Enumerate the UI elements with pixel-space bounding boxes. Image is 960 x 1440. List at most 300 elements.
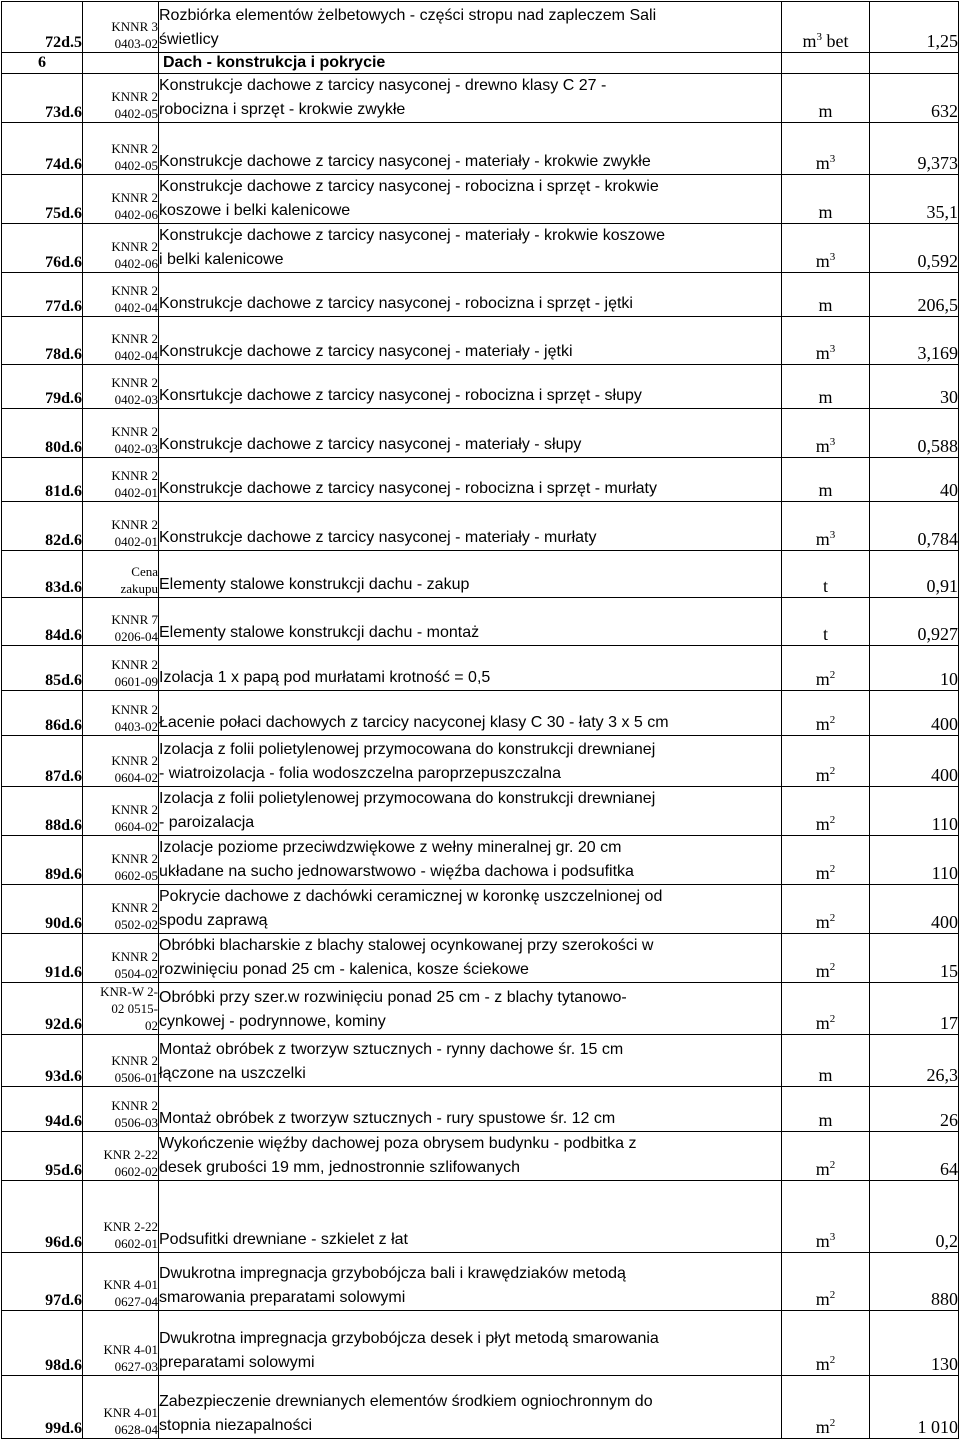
item-description: [159, 691, 782, 736]
description-line: Montaż obróbek z tworzyw sztucznych - rynny dachowe śr. 15 cm: [159, 1041, 624, 1058]
table-row: [2, 598, 959, 646]
item-description: [159, 787, 782, 836]
unit-of-measure: [782, 1035, 870, 1087]
unit-symbol: m: [818, 387, 833, 407]
item-number: 94d.6: [2, 1087, 83, 1132]
pricing-basis-line: KNR 4-01: [103, 1342, 158, 1357]
table-row: [2, 2, 959, 53]
item-number: 93d.6: [2, 1035, 83, 1087]
pricing-basis-line: 0602-02: [114, 1164, 158, 1179]
quantity: 26,3: [870, 1035, 959, 1087]
item-description: [159, 983, 782, 1035]
item-description: [159, 1311, 782, 1376]
pricing-basis-line: 0402-01: [114, 534, 158, 549]
table-row: [2, 983, 959, 1035]
unit-of-measure: [782, 2, 870, 53]
quantity: 632: [870, 74, 959, 123]
item-number: 82d.6: [2, 502, 83, 551]
quantity: 10: [870, 646, 959, 691]
item-description: [159, 934, 782, 983]
item-number: 77d.6: [2, 273, 83, 317]
item-description: [159, 175, 782, 224]
table-row: [2, 317, 959, 365]
item-description: [159, 224, 782, 273]
table-row: [2, 1311, 959, 1376]
pricing-basis: [83, 175, 159, 224]
table-row: [2, 1132, 959, 1181]
table-row: [2, 365, 959, 409]
description-line: Konstrukcje dachowe z tarcicy nasyconej - robocizna i sprzęt - krokwie: [159, 178, 659, 195]
description-line: Izolacja 1 x papą pod murłatami krotność = 0,5: [159, 669, 491, 686]
table-row: [2, 736, 959, 787]
table-row: [2, 458, 959, 502]
unit-exponent: 3: [829, 436, 836, 448]
table-row: [2, 1376, 959, 1439]
pricing-basis-line: KNNR 2: [111, 468, 158, 483]
pricing-basis-line: 0504-02: [114, 966, 158, 981]
description-line: Dwukrotna impregnacja grzybobójcza desek i płyt metodą smarowania: [159, 1330, 659, 1347]
unit-of-measure: [782, 551, 870, 598]
pricing-basis-line: KNNR 3: [111, 19, 158, 34]
unit-symbol: m: [818, 202, 833, 222]
pricing-basis-line: 0602-05: [114, 868, 158, 883]
quantity: 1,25: [870, 2, 959, 53]
description-line: Konstrukcje dachowe z tarcicy nasyconej - materiały - jętki: [159, 343, 573, 360]
pricing-basis: [83, 646, 159, 691]
unit-symbol: m: [815, 912, 830, 932]
unit-of-measure: [782, 502, 870, 551]
description-line: Konstrukcje dachowe z tarcicy nasyconej - materiały - krokwie koszowe: [159, 227, 665, 244]
quantity: 400: [870, 885, 959, 934]
item-number: 81d.6: [2, 458, 83, 502]
pricing-basis: [83, 885, 159, 934]
unit-exponent: 2: [829, 1354, 836, 1366]
unit-exponent: 3: [829, 1231, 836, 1243]
quantity: 3,169: [870, 317, 959, 365]
unit-of-measure: [782, 646, 870, 691]
unit-exponent: 2: [829, 714, 836, 726]
unit-of-measure: [782, 273, 870, 317]
description-line: - paroizalacja: [159, 814, 255, 831]
item-description: [159, 123, 782, 175]
item-description: [159, 409, 782, 458]
pricing-basis: [83, 224, 159, 273]
description-line: Izolacja z folii polietylenowej przymocowana do konstrukcji drewnianej: [159, 741, 656, 758]
unit-symbol: m: [815, 765, 830, 785]
quantity: 0,927: [870, 598, 959, 646]
unit-of-measure: [782, 1376, 870, 1439]
pricing-basis-line: KNNR 2: [111, 702, 158, 717]
quantity: 1 010: [870, 1376, 959, 1439]
pricing-basis-line: 0402-03: [114, 441, 158, 456]
pricing-basis-line: 0506-03: [114, 1115, 158, 1130]
table-row: [2, 502, 959, 551]
pricing-basis: [83, 836, 159, 885]
quantity: 110: [870, 787, 959, 836]
pricing-basis-line: KNNR 2: [111, 424, 158, 439]
pricing-basis-line: 0502-02: [114, 917, 158, 932]
quantity: 26: [870, 1087, 959, 1132]
pricing-basis-line: KNNR 2: [111, 900, 158, 915]
description-line: Zabezpieczenie drewnianych elementów środkiem ogniochronnym do: [159, 1393, 653, 1410]
unit-of-measure: [782, 224, 870, 273]
quantity: 206,5: [870, 273, 959, 317]
pricing-basis-line: KNNR 2: [111, 141, 158, 156]
pricing-basis: [83, 983, 159, 1035]
pricing-basis-line: KNNR 2: [111, 517, 158, 532]
pricing-basis-line: 02 0515-: [111, 1001, 158, 1016]
unit-of-measure: [782, 836, 870, 885]
pricing-basis: [83, 409, 159, 458]
pricing-basis-line: KNNR 7: [111, 612, 158, 627]
pricing-basis-line: KNNR 2: [111, 239, 158, 254]
description-line: układane na sucho jednowarstwowo - więźba dachowa i podsufitka: [159, 863, 634, 880]
unit-of-measure: [782, 1087, 870, 1132]
unit-symbol: m: [815, 436, 830, 456]
pricing-basis: [83, 551, 159, 598]
item-number: 87d.6: [2, 736, 83, 787]
pricing-basis-line: 0206-04: [114, 629, 158, 644]
pricing-basis-line: KNNR 2: [111, 1053, 158, 1068]
pricing-basis-line: KNNR 2: [111, 1098, 158, 1113]
description-line: Elementy stalowe konstrukcji dachu - zakup: [159, 576, 470, 593]
unit-of-measure: [782, 691, 870, 736]
pricing-basis: [83, 1253, 159, 1311]
unit-of-measure: [782, 175, 870, 224]
unit-of-measure: [782, 365, 870, 409]
unit-exponent: 3: [829, 251, 836, 263]
pricing-basis: [83, 787, 159, 836]
unit-exponent: 3: [829, 153, 836, 165]
description-line: stopnia niezapalności: [159, 1417, 312, 1434]
section-basis-empty: [83, 53, 159, 74]
unit-of-measure: [782, 1181, 870, 1253]
quantity: 64: [870, 1132, 959, 1181]
pricing-basis: [83, 365, 159, 409]
description-line: łączone na uszczelki: [159, 1065, 306, 1082]
pricing-basis-line: 0402-05: [114, 158, 158, 173]
description-line: Podsufitki drewniane - szkielet z łat: [159, 1231, 408, 1248]
description-line: - wiatroizolacja - folia wodoszczelna paroprzepuszczalna: [159, 765, 561, 782]
description-line: świetlicy: [159, 31, 219, 48]
unit-of-measure: [782, 736, 870, 787]
description-line: Obróbki przy szer.w rozwinięciu ponad 25 cm - z blachy tytanowo-: [159, 989, 627, 1006]
table-row: [2, 123, 959, 175]
pricing-basis-line: KNR 4-01: [103, 1277, 158, 1292]
pricing-basis-line: 0602-01: [114, 1236, 158, 1251]
description-line: Łacenie połaci dachowych z tarcicy nacyconej klasy C 30 - łaty 3 x 5 cm: [159, 714, 669, 731]
description-line: Pokrycie dachowe z dachówki ceramicznej w koronkę uszczelnionej od: [159, 888, 663, 905]
description-line: smarowania preparatami solowymi: [159, 1289, 406, 1306]
unit-of-measure: [782, 317, 870, 365]
unit-exponent: 2: [829, 814, 836, 826]
table-row: [2, 551, 959, 598]
quantity: 0,784: [870, 502, 959, 551]
item-description: [159, 551, 782, 598]
table-row: [2, 1087, 959, 1132]
item-number: 75d.6: [2, 175, 83, 224]
unit-symbol: m: [815, 529, 830, 549]
section-number: 6: [2, 53, 83, 74]
cost-estimate-body: [2, 2, 959, 1439]
unit-of-measure: [782, 409, 870, 458]
pricing-basis: [83, 458, 159, 502]
unit-exponent: 2: [829, 765, 836, 777]
item-number: 83d.6: [2, 551, 83, 598]
unit-symbol: m: [815, 814, 830, 834]
item-description: [159, 74, 782, 123]
item-description: [159, 736, 782, 787]
unit-of-measure: [782, 1132, 870, 1181]
unit-symbol: m: [818, 101, 833, 121]
table-row: [2, 646, 959, 691]
unit-symbol: m: [815, 1417, 830, 1437]
description-line: Konstrukcje dachowe z tarcicy nasyconej - materiały - krokwie zwykłe: [159, 153, 651, 170]
pricing-basis-line: 0402-04: [114, 300, 158, 315]
pricing-basis: [83, 1376, 159, 1439]
pricing-basis-line: 0604-02: [114, 819, 158, 834]
pricing-basis: [83, 736, 159, 787]
section-header-row: [2, 53, 959, 74]
description-line: Obróbki blacharskie z blachy stalowej ocynkowanej przy szerokości w: [159, 937, 654, 954]
item-description: [159, 598, 782, 646]
item-description: [159, 646, 782, 691]
pricing-basis-line: KNNR 2: [111, 657, 158, 672]
unit-symbol: m: [815, 961, 830, 981]
unit-symbol: m: [815, 1354, 830, 1374]
pricing-basis-line: KNNR 2: [111, 283, 158, 298]
quantity: 0,2: [870, 1181, 959, 1253]
description-line: Izolacje poziome przeciwdzwiękowe z wełny mineralnej gr. 20 cm: [159, 839, 622, 856]
pricing-basis-line: 0402-06: [114, 207, 158, 222]
quantity: 0,91: [870, 551, 959, 598]
description-line: i belki kalenicowe: [159, 251, 284, 268]
pricing-basis-line: 0402-04: [114, 348, 158, 363]
unit-symbol: m: [815, 1013, 830, 1033]
pricing-basis-line: KNNR 2: [111, 949, 158, 964]
section-unit-empty: [782, 53, 870, 74]
item-description: [159, 1376, 782, 1439]
quantity: 0,588: [870, 409, 959, 458]
quantity: 35,1: [870, 175, 959, 224]
item-number: 80d.6: [2, 409, 83, 458]
table-row: [2, 691, 959, 736]
description-line: Dwukrotna impregnacja grzybobójcza bali i krawędziaków metodą: [159, 1265, 626, 1282]
unit-exponent: 2: [829, 912, 836, 924]
item-description: [159, 1035, 782, 1087]
unit-exponent: 2: [829, 1013, 836, 1025]
table-row: [2, 175, 959, 224]
unit-symbol: m: [815, 863, 830, 883]
item-description: [159, 885, 782, 934]
item-description: [159, 1132, 782, 1181]
table-row: [2, 409, 959, 458]
pricing-basis: [83, 502, 159, 551]
unit-exponent: 3: [829, 529, 836, 541]
item-number: 85d.6: [2, 646, 83, 691]
pricing-basis-line: 0402-01: [114, 485, 158, 500]
section-qty-empty: [870, 53, 959, 74]
quantity: 9,373: [870, 123, 959, 175]
item-number: 89d.6: [2, 836, 83, 885]
pricing-basis-line: 0627-04: [114, 1294, 158, 1309]
pricing-basis-line: KNNR 2: [111, 89, 158, 104]
item-number: 92d.6: [2, 983, 83, 1035]
cost-estimate-table: [1, 1, 959, 1439]
item-number: 98d.6: [2, 1311, 83, 1376]
unit-symbol: m: [815, 669, 830, 689]
item-number: 73d.6: [2, 74, 83, 123]
item-number: 90d.6: [2, 885, 83, 934]
description-line: desek grubości 19 mm, jednostronnie szlifowanych: [159, 1159, 521, 1176]
item-number: 72d.5: [2, 2, 83, 53]
pricing-basis-line: KNNR 2: [111, 851, 158, 866]
pricing-basis-line: KNR 2-22: [103, 1219, 158, 1234]
unit-suffix: bet: [822, 31, 849, 51]
pricing-basis-line: 02: [145, 1018, 158, 1033]
pricing-basis-line: KNR-W 2-: [100, 984, 158, 999]
pricing-basis: [83, 74, 159, 123]
unit-symbol: m: [815, 343, 830, 363]
unit-of-measure: [782, 458, 870, 502]
unit-symbol: m: [818, 1065, 833, 1085]
table-row: [2, 1035, 959, 1087]
pricing-basis: [83, 1181, 159, 1253]
description-line: Konstrukcje dachowe z tarcicy nasyconej - materiały - słupy: [159, 436, 582, 453]
pricing-basis-line: KNNR 2: [111, 753, 158, 768]
unit-exponent: 3: [829, 343, 836, 355]
table-row: [2, 1253, 959, 1311]
table-row: [2, 934, 959, 983]
table-row: [2, 885, 959, 934]
description-line: Konstrukcje dachowe z tarcicy nasyconej - robocizna i sprzęt - murłaty: [159, 480, 657, 497]
pricing-basis-line: 0601-09: [114, 674, 158, 689]
unit-exponent: 2: [829, 669, 836, 681]
unit-symbol: m: [818, 480, 833, 500]
pricing-basis: [83, 273, 159, 317]
item-description: [159, 458, 782, 502]
pricing-basis-line: KNR 2-22: [103, 1147, 158, 1162]
unit-of-measure: [782, 74, 870, 123]
item-number: 96d.6: [2, 1181, 83, 1253]
pricing-basis-line: 0402-06: [114, 256, 158, 271]
table-row: [2, 787, 959, 836]
item-description: [159, 2, 782, 53]
unit-of-measure: [782, 1253, 870, 1311]
unit-symbol: t: [822, 624, 828, 644]
item-description: [159, 317, 782, 365]
unit-symbol: m: [802, 31, 817, 51]
table-row: [2, 1181, 959, 1253]
item-number: 95d.6: [2, 1132, 83, 1181]
unit-of-measure: [782, 1311, 870, 1376]
unit-of-measure: [782, 983, 870, 1035]
unit-symbol: m: [815, 153, 830, 173]
quantity: 17: [870, 983, 959, 1035]
pricing-basis-line: 0604-02: [114, 770, 158, 785]
quantity: 30: [870, 365, 959, 409]
unit-symbol: m: [818, 295, 833, 315]
unit-symbol: m: [815, 251, 830, 271]
unit-symbol: m: [815, 1231, 830, 1251]
description-line: Konsrtukcje dachowe z tarcicy nasyconej - robocizna i sprzęt - słupy: [159, 387, 642, 404]
item-description: [159, 1253, 782, 1311]
description-line: cynkowej - podrynnowe, kominy: [159, 1013, 386, 1030]
pricing-basis-line: 0402-03: [114, 392, 158, 407]
description-line: Rozbiórka elementów żelbetowych - części stropu nad zapleczem Sali: [159, 7, 657, 24]
description-line: Konstrukcje dachowe z tarcicy nasyconej - materiały - murłaty: [159, 529, 597, 546]
pricing-basis: [83, 1311, 159, 1376]
description-line: Wykończenie więźby dachowej poza obrysem budynku - podbitka z: [159, 1135, 637, 1152]
pricing-basis: [83, 317, 159, 365]
quantity: 400: [870, 691, 959, 736]
unit-of-measure: [782, 787, 870, 836]
description-line: Montaż obróbek z tworzyw sztucznych - rury spustowe śr. 12 cm: [159, 1110, 616, 1127]
quantity: 15: [870, 934, 959, 983]
pricing-basis: [83, 691, 159, 736]
pricing-basis: [83, 2, 159, 53]
item-number: 99d.6: [2, 1376, 83, 1439]
item-description: [159, 836, 782, 885]
quantity: 0,592: [870, 224, 959, 273]
unit-exponent: 2: [829, 961, 836, 973]
table-row: [2, 74, 959, 123]
unit-exponent: 3: [816, 31, 822, 43]
description-line: rozwinięciu ponad 25 cm - kalenica, kosze ściekowe: [159, 961, 529, 978]
unit-exponent: 2: [829, 1289, 836, 1301]
unit-symbol: m: [815, 1289, 830, 1309]
description-line: robocizna i sprzęt - krokwie zwykłe: [159, 101, 406, 118]
quantity: 40: [870, 458, 959, 502]
item-number: 84d.6: [2, 598, 83, 646]
table-row: [2, 836, 959, 885]
pricing-basis-line: 0403-02: [114, 36, 158, 51]
unit-symbol: t: [822, 576, 828, 596]
unit-of-measure: [782, 123, 870, 175]
pricing-basis-line: KNNR 2: [111, 802, 158, 817]
item-description: [159, 502, 782, 551]
unit-of-measure: [782, 885, 870, 934]
unit-of-measure: [782, 598, 870, 646]
pricing-basis: [83, 1132, 159, 1181]
quantity: 110: [870, 836, 959, 885]
unit-symbol: m: [815, 1159, 830, 1179]
item-description: [159, 273, 782, 317]
pricing-basis-line: 0628-04: [114, 1422, 158, 1437]
description-line: Izolacja z folii polietylenowej przymocowana do konstrukcji drewnianej: [159, 790, 656, 807]
description-line: Elementy stalowe konstrukcji dachu - montaż: [159, 624, 480, 641]
quantity: 400: [870, 736, 959, 787]
unit-exponent: 2: [829, 1159, 836, 1171]
unit-exponent: 2: [829, 863, 836, 875]
pricing-basis-line: KNR 4-01: [103, 1405, 158, 1420]
pricing-basis: [83, 598, 159, 646]
table-row: [2, 224, 959, 273]
pricing-basis-line: 0402-05: [114, 106, 158, 121]
pricing-basis: [83, 934, 159, 983]
unit-exponent: 2: [829, 1417, 836, 1429]
item-number: 74d.6: [2, 123, 83, 175]
pricing-basis-line: KNNR 2: [111, 375, 158, 390]
description-line: Konstrukcje dachowe z tarcicy nasyconej - robocizna i sprzęt - jętki: [159, 295, 633, 312]
description-line: koszowe i belki kalenicowe: [159, 202, 351, 219]
item-number: 78d.6: [2, 317, 83, 365]
pricing-basis-line: 0403-02: [114, 719, 158, 734]
description-line: spodu zaprawą: [159, 912, 268, 929]
pricing-basis-line: Cena: [131, 564, 158, 579]
quantity: 130: [870, 1311, 959, 1376]
description-line: Konstrukcje dachowe z tarcicy nasyconej - drewno klasy C 27 -: [159, 77, 607, 94]
